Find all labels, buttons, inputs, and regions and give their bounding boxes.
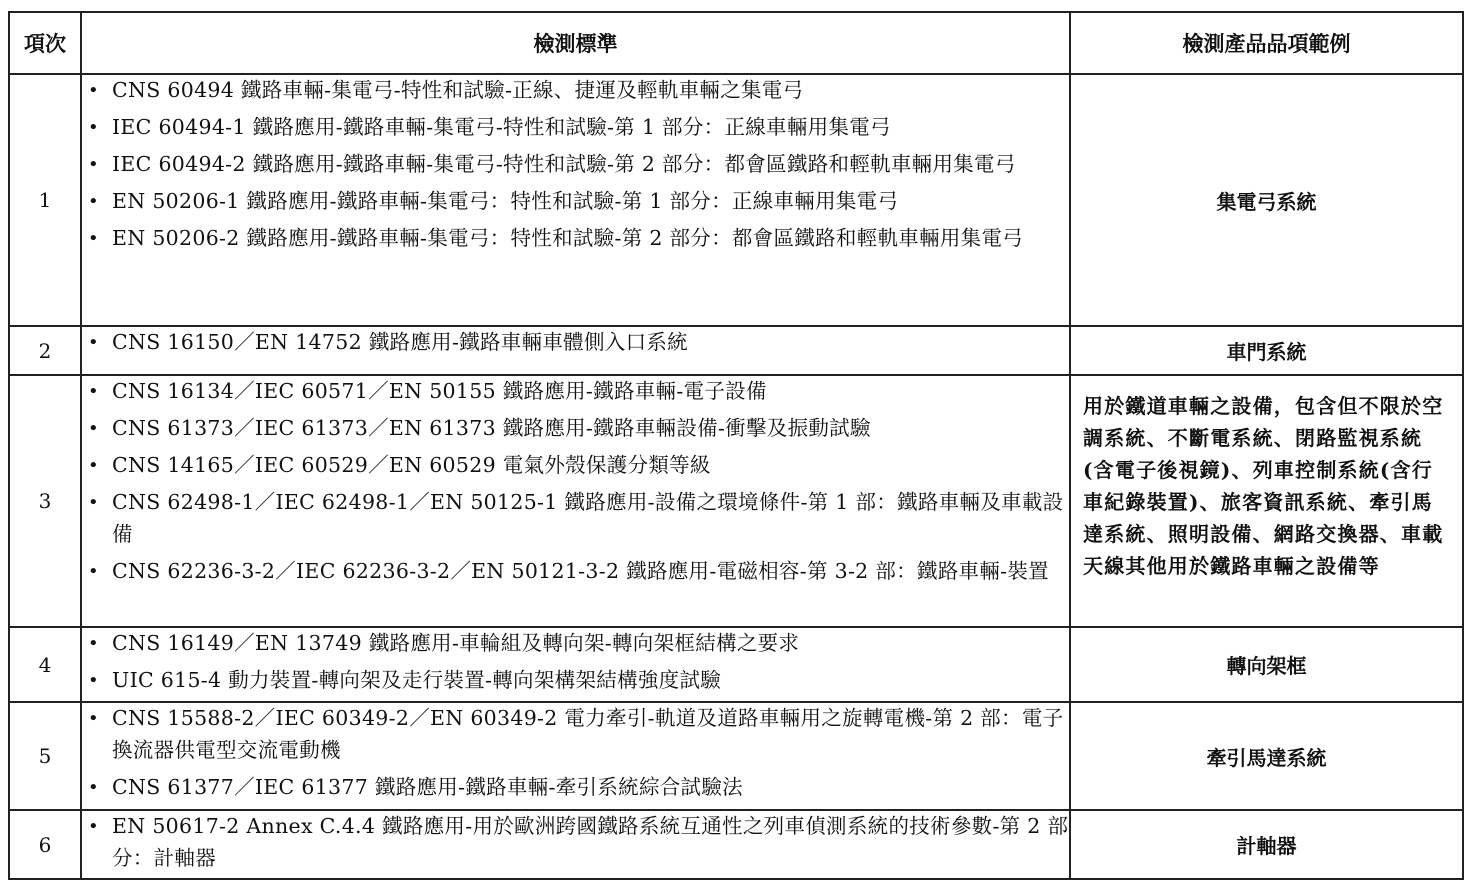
standards-cell: [81, 74, 1070, 326]
item-number: 4: [9, 627, 81, 702]
standards-list: [82, 811, 1069, 874]
table-row: [9, 326, 1463, 375]
standard-item: • CNS 62498-1／IEC 62498-1／EN 50125-1 鐵路應用-設備之環境條件-第 1 部：鐵路車輛及車載設備: [82, 487, 1069, 550]
standard-item: • CNS 61373／IEC 61373／EN 61373 鐵路應用-鐵路車輛設備-衝擊及振動試驗: [82, 413, 1069, 445]
product-cell: 用於鐵道車輛之設備，包含但不限於空調系統、不斷電系統、閉路監視系統(含電子後視鏡)、列車控制系統(含行車紀錄裝置)、旅客資訊系統、牽引馬達系統、照明設備、網路交換器、車載天線其他用於鐵路車輛之設備等: [1070, 375, 1463, 627]
standards-list: [82, 628, 1069, 697]
standard-item: • CNS 16150／EN 14752 鐵路應用-鐵路車輛車體側入口系統: [82, 327, 1069, 359]
standards-cell: [81, 702, 1070, 810]
standard-item: • UIC 615-4 動力裝置-轉向架及走行裝置-轉向架構架結構強度試驗: [82, 665, 1069, 697]
standard-item: • IEC 60494-1 鐵路應用-鐵路車輛-集電弓-特性和試驗-第 1 部分：正線車輛用集電弓: [82, 112, 1069, 144]
standards-cell: [81, 627, 1070, 702]
standard-item: • EN 50206-1 鐵路應用-鐵路車輛-集電弓：特性和試驗-第 1 部分：正線車輛用集電弓: [82, 186, 1069, 218]
table-row: [9, 627, 1463, 702]
standard-item: • CNS 14165／IEC 60529／EN 60529 電氣外殼保護分類等級: [82, 450, 1069, 482]
product-cell: 計軸器: [1070, 810, 1463, 879]
table-row: [9, 810, 1463, 879]
header-row: [9, 12, 1463, 74]
item-number: 5: [9, 702, 81, 810]
header-item-no: 項次: [9, 12, 81, 74]
header-standards: 檢測標準: [81, 12, 1070, 74]
standard-item: • CNS 60494 鐵路車輛-集電弓-特性和試驗-正線、捷運及輕軌車輛之集電弓: [82, 75, 1069, 107]
standards-table: [8, 11, 1464, 880]
standard-item: • EN 50617-2 Annex C.4.4 鐵路應用-用於歐洲跨國鐵路系統互通性之列車偵測系統的技術參數-第 2 部分：計軸器: [82, 811, 1069, 874]
standard-item: • CNS 16149／EN 13749 鐵路應用-車輪組及轉向架-轉向架框結構之要求: [82, 628, 1069, 660]
standard-item: • CNS 15588-2／IEC 60349-2／EN 60349-2 電力牽引-軌道及道路車輛用之旋轉電機-第 2 部：電子換流器供電型交流電動機: [82, 703, 1069, 766]
standard-item: • CNS 61377／IEC 61377 鐵路應用-鐵路車輛-牽引系統綜合試驗法: [82, 772, 1069, 804]
product-cell: 車門系統: [1070, 326, 1463, 375]
standard-item: • CNS 16134／IEC 60571／EN 50155 鐵路應用-鐵路車輛-電子設備: [82, 376, 1069, 408]
standards-list: [82, 703, 1069, 803]
header-products: 檢測產品品項範例: [1070, 12, 1463, 74]
product-cell: 集電弓系統: [1070, 74, 1463, 326]
standards-list: [82, 75, 1069, 255]
product-cell: 轉向架框: [1070, 627, 1463, 702]
standard-item: • CNS 62236-3-2／IEC 62236-3-2／EN 50121-3-2 鐵路應用-電磁相容-第 3-2 部：鐵路車輛-裝置: [82, 556, 1069, 588]
standards-list: [82, 376, 1069, 587]
item-number: 3: [9, 375, 81, 627]
product-cell: 牽引馬達系統: [1070, 702, 1463, 810]
table-row: [9, 702, 1463, 810]
standard-item: • IEC 60494-2 鐵路應用-鐵路車輛-集電弓-特性和試驗-第 2 部分：都會區鐵路和輕軌車輛用集電弓: [82, 149, 1069, 181]
standards-list: [82, 327, 1069, 359]
item-number: 2: [9, 326, 81, 375]
standards-cell: [81, 375, 1070, 627]
table-row: [9, 375, 1463, 627]
item-number: 6: [9, 810, 81, 879]
item-number: 1: [9, 74, 81, 326]
standards-cell: [81, 326, 1070, 375]
table-row: [9, 74, 1463, 326]
standards-cell: [81, 810, 1070, 879]
standard-item: • EN 50206-2 鐵路應用-鐵路車輛-集電弓：特性和試驗-第 2 部分：都會區鐵路和輕軌車輛用集電弓: [82, 223, 1069, 255]
